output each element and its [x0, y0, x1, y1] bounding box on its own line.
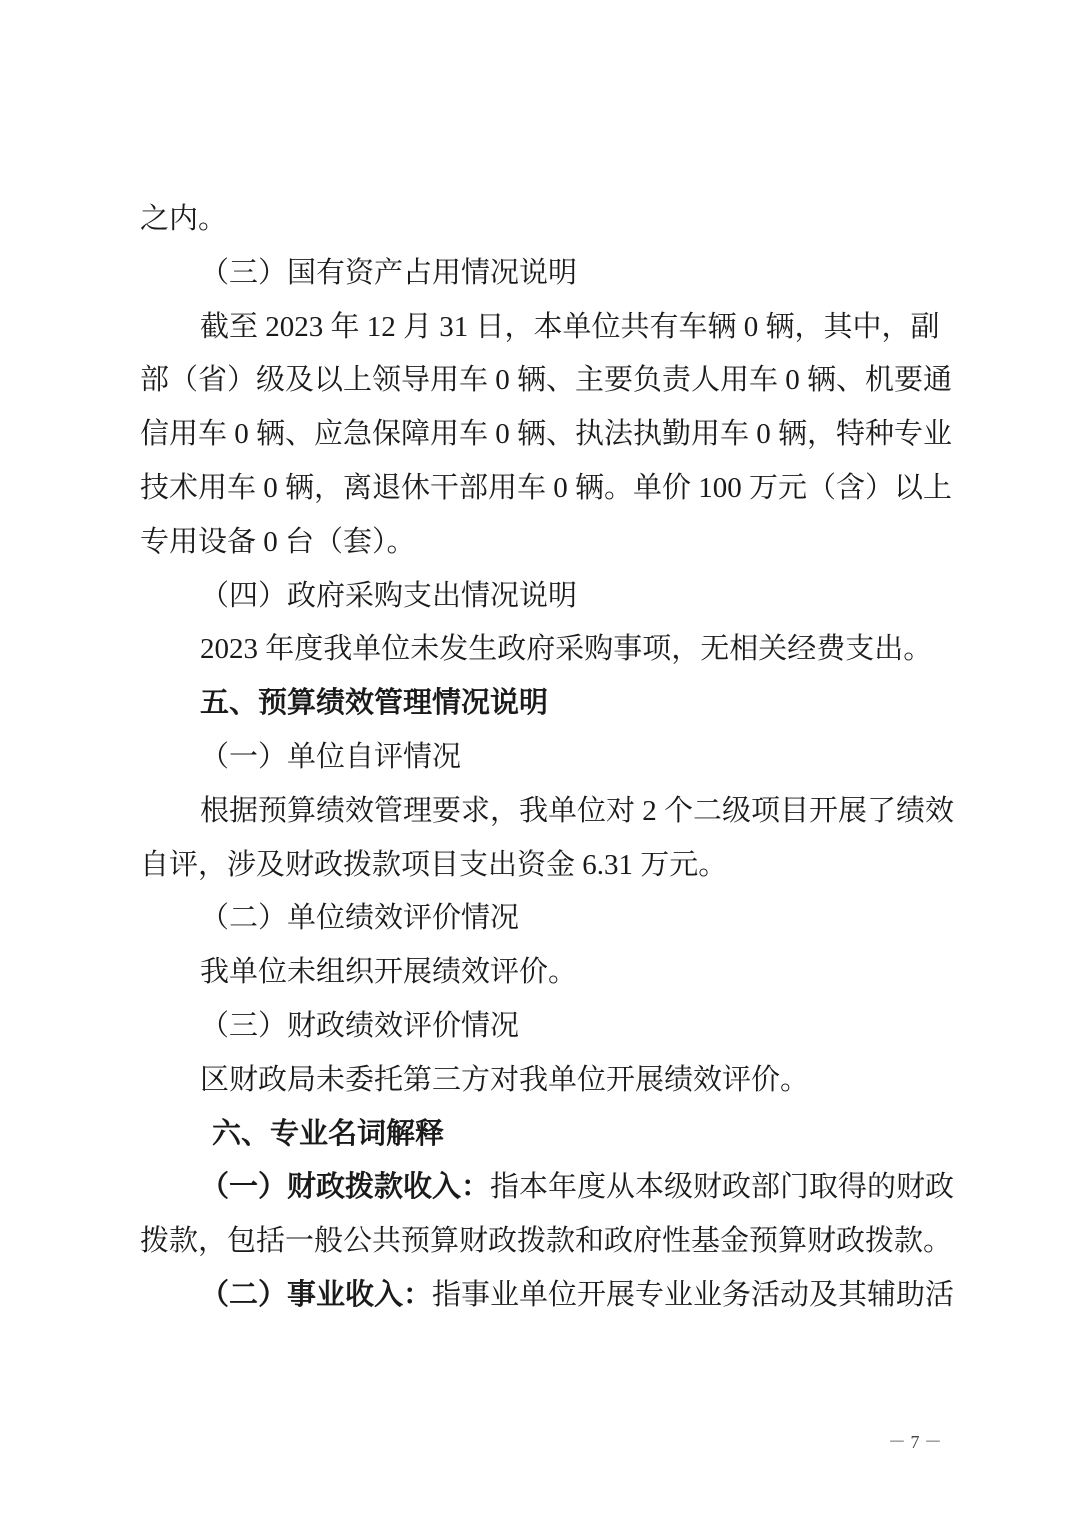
term-text: 指事业单位开展专业业务活动及其辅助活 [432, 1278, 955, 1311]
section-heading: （四）政府采购支出情况说明 [200, 579, 578, 612]
paragraph-line: 根据预算绩效管理要求，我单位对 2 个二级项目开展了绩效 [200, 794, 955, 827]
paragraph-line: 拨款，包括一般公共预算财政拨款和政府性基金预算财政拨款。 [140, 1225, 953, 1258]
paragraph-line: 专用设备 0 台（套）。 [140, 525, 416, 558]
section-heading: （三）财政绩效评价情况 [200, 1009, 520, 1042]
paragraph-line: 区财政局未委托第三方对我单位开展绩效评价。 [200, 1063, 810, 1096]
chapter-heading: 五、预算绩效管理情况说明 [200, 687, 549, 720]
paragraph-line: 我单位未组织开展绩效评价。 [200, 956, 578, 989]
section-heading: （一）单位自评情况 [200, 740, 462, 773]
document-page [140, 193, 955, 1323]
term-text: 指本年度从本级财政部门取得的财政 [490, 1171, 955, 1204]
term-definition [140, 1269, 955, 1323]
chapter-heading: 六、专业名词解释 [212, 1117, 445, 1150]
page-number: － 7 － [888, 1432, 942, 1452]
section-heading: （三）国有资产占用情况说明 [200, 256, 578, 289]
section-heading: （二）单位绩效评价情况 [200, 902, 520, 935]
term-label: （一）财政拨款收入： [200, 1171, 491, 1204]
paragraph-line: 信用车 0 辆、应急保障用车 0 辆、执法执勤用车 0 辆，特种专业 [140, 418, 953, 451]
paragraph-line: 部（省）级及以上领导用车 0 辆、主要负责人用车 0 辆、机要通 [140, 364, 953, 397]
paragraph-line: 截至 2023 年 12 月 31 日，本单位共有车辆 0 辆，其中，副 [200, 310, 940, 343]
term-definition [140, 1161, 955, 1215]
paragraph-line: 2023 年度我单位未发生政府采购事项，无相关经费支出。 [200, 633, 933, 666]
term-label: （二）事业收入： [200, 1278, 433, 1311]
paragraph-line: 技术用车 0 辆，离退休干部用车 0 辆。单价 100 万元（含）以上 [140, 471, 953, 504]
paragraph-line: 之内。 [140, 203, 228, 235]
paragraph-line: 自评，涉及财政拨款项目支出资金 6.31 万元。 [140, 848, 728, 881]
